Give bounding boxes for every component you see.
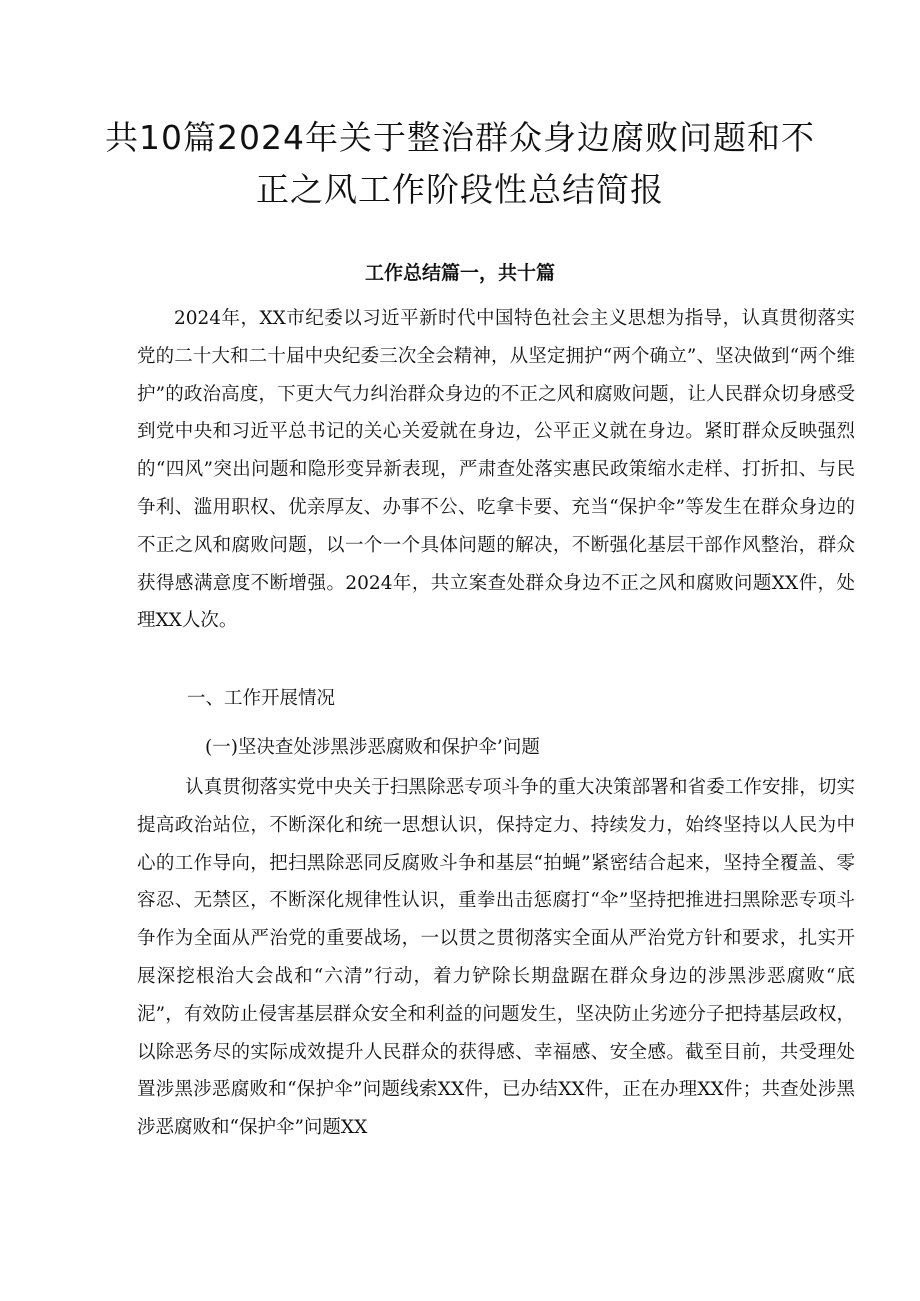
- document-title: 共10篇2024年关于整治群众身边腐败问题和不正之风工作阶段性总结简报: [105, 118, 815, 209]
- subsection-heading: (一)坚决查处涉黑涉恶腐败和保护伞’问题: [205, 737, 540, 758]
- intro-paragraph: 2024年，XX市纪委以习近平新时代中国特色社会主义思想为指导，认真贯彻落实党的二十大和二十届中央纪委三次全会精神，从坚定拥护“两个确立”、坚决做到“两个维护”的政治高度，下更大气力纠治群众身边的不正之风和腐败问题，让人民群众切身感受到党中央和习近平总书记的关心关爱就在身边，公平正义就在身边。紧盯群众反映强烈的“四风”突出问题和隐形变异新表现，严肃查处落实惠民政策缩水走样、打折扣、与民争利、滥用职权、优亲厚友、办事不公、吃拿卡要、充当“保护伞”等发生在群众身边的不正之风和腐败问题，以一个一个具体问题的解决，不断强化基层干部作风整治，群众获得感满意度不断增强。2024年，共立案查处群众身边不正之风和腐败问题XX件，处理XX人次。: [137, 308, 855, 632]
- section-heading: 一、工作开展情况: [187, 688, 336, 709]
- document-subtitle: 工作总结篇一，共十篇: [364, 262, 555, 284]
- body-paragraph: 认真贯彻落实党中央关于扫黑除恶专项斗争的重大决策部署和省委工作安排，切实提高政治站位，不断深化和统一思想认识，保持定力、持续发力，始终坚持以人民为中心的工作导向，把扫黑除恶同反腐败斗争和基层“拍蝇”紧密结合起来，坚持全覆盖、零容忍、无禁区，不断深化规律性认识，重拳出击惩腐打“伞”坚持把推进扫黑除恶专项斗争作为全面从严治党的重要战场，一以贯之贯彻落实全面从严治党方针和要求，扎实开展深挖根治大会战和“六清”行动，着力铲除长期盘踞在群众身边的涉黑涉恶腐败“底泥”，有效防止侵害基层群众安全和利益的问题发生，坚决防止劣迹分子把持基层政权，以除恶务尽的实际成效提升人民群众的获得感、幸福感、安全感。截至目前，共受理处置涉黑涉恶腐败和“保护伞”问题线索XX件，已办结XX件，正在办理XX件；共查处涉黑涉恶腐败和“保护伞”问题XX: [137, 777, 855, 1139]
